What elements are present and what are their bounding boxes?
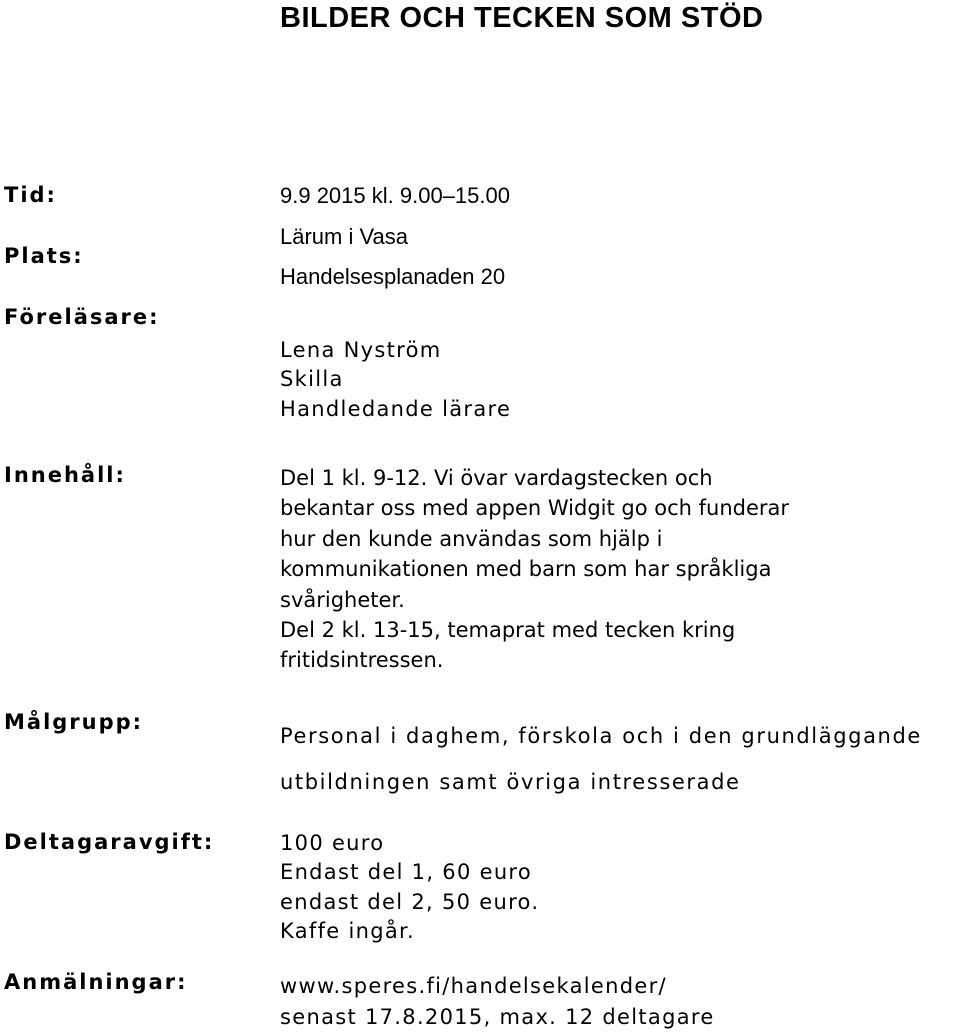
label-innehall: Innehåll: bbox=[4, 463, 126, 487]
label-tid: Tid: bbox=[4, 183, 57, 207]
label-deltagaravgift: Deltagaravgift: bbox=[4, 830, 215, 854]
label-forelasare: Föreläsare: bbox=[4, 305, 160, 329]
value-deltagaravgift-line-2: Endast del 1, 60 euro bbox=[280, 860, 533, 885]
value-plats-line-1: Lärum i Vasa bbox=[280, 224, 408, 249]
value-deltagaravgift-line-4: Kaffe ingår. bbox=[280, 918, 415, 943]
value-anmalningar-deadline: senast 17.8.2015, max. 12 deltagare bbox=[280, 1005, 715, 1029]
value-forelasare-line-3: Handledande lärare bbox=[280, 396, 512, 421]
value-innehall-line-2: bekantar oss med appen Widgit go och funderar bbox=[280, 496, 790, 521]
value-forelasare-line-2: Skilla bbox=[280, 367, 344, 392]
value-innehall-line-6: Del 2 kl. 13-15, temaprat med tecken kring bbox=[280, 617, 736, 642]
value-innehall-line-7: fritidsintressen. bbox=[280, 648, 444, 673]
value-forelasare bbox=[280, 336, 511, 424]
value-innehall-line-3: hur den kunde användas som hjälp i bbox=[280, 526, 663, 551]
value-innehall-line-1: Del 1 kl. 9-12. Vi övar vardagstecken och bbox=[280, 466, 713, 490]
label-anmalningar: Anmälningar: bbox=[4, 970, 188, 994]
value-deltagaravgift-line-1: 100 euro bbox=[280, 831, 385, 855]
value-forelasare-line-1: Lena Nyström bbox=[280, 338, 442, 362]
value-anmalningar-link: www.speres.fi/handelsekalender/ bbox=[280, 974, 667, 998]
value-malgrupp-line-2: utbildningen samt övriga intresserade bbox=[280, 770, 741, 794]
label-malgrupp: Målgrupp: bbox=[4, 710, 144, 734]
value-deltagaravgift-line-3: endast del 2, 50 euro. bbox=[280, 889, 540, 914]
value-innehall-line-4: kommunikationen med barn som har språkliga bbox=[280, 557, 772, 582]
page-title: BILDER OCH TECKEN SOM STÖD bbox=[280, 2, 764, 34]
value-plats-line-2: Handelsesplanaden 20 bbox=[280, 264, 506, 289]
value-innehall bbox=[280, 463, 789, 676]
value-deltagaravgift bbox=[280, 829, 539, 946]
label-plats: Plats: bbox=[4, 244, 84, 268]
value-tid: 9.9 2015 kl. 9.00–15.00 bbox=[280, 183, 510, 208]
value-innehall-line-5: svårigheter. bbox=[280, 587, 405, 612]
value-malgrupp-line-1: Personal i daghem, förskola och i den grundläggande bbox=[280, 724, 922, 748]
